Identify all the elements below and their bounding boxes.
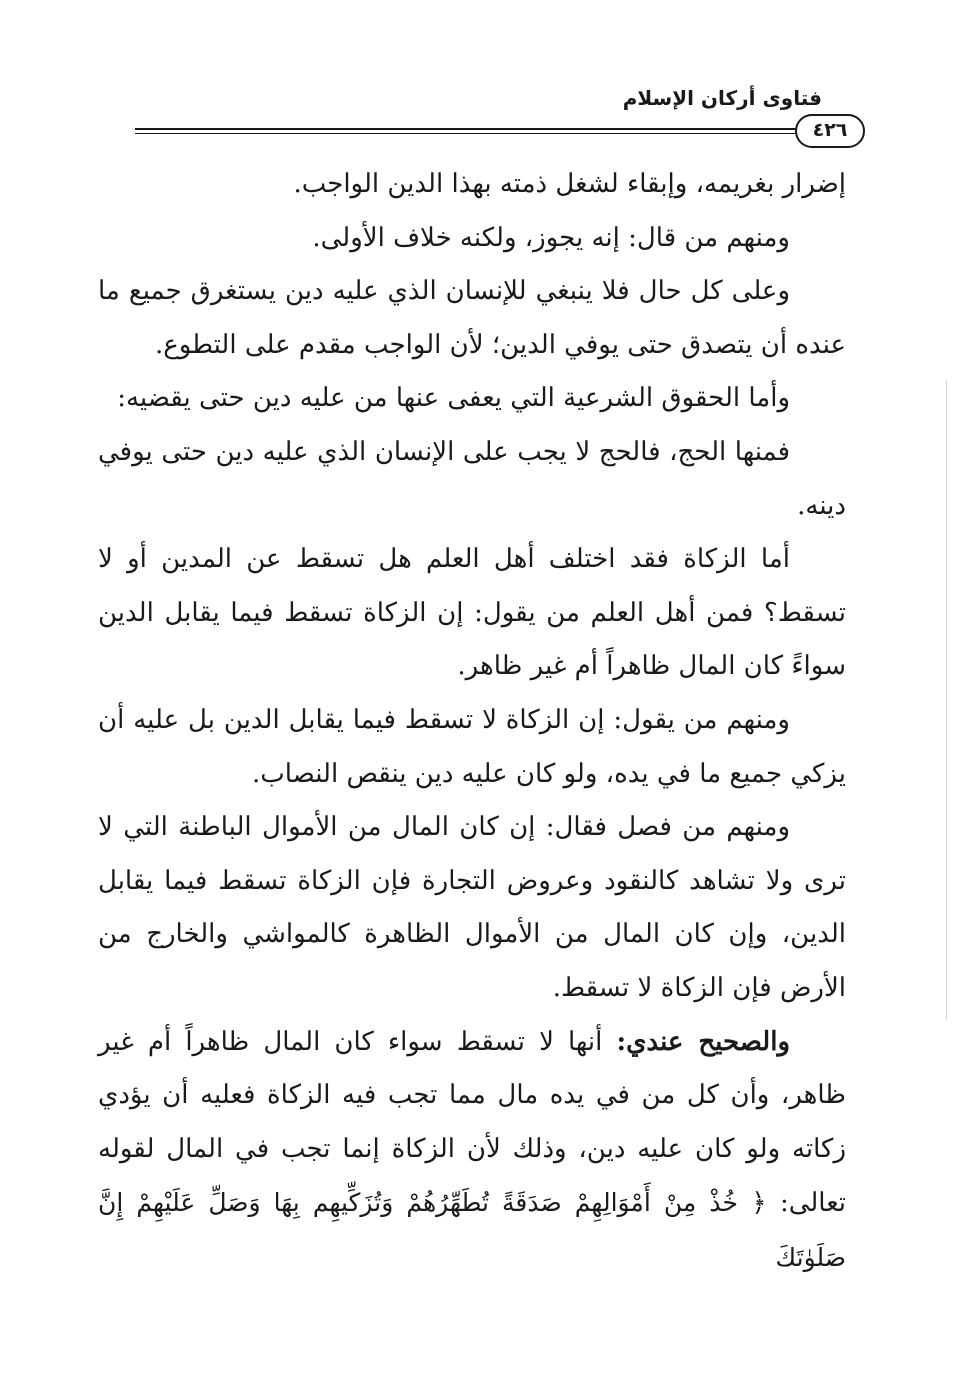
bold-lead-phrase: والصحيح عندي:	[616, 1026, 790, 1057]
header-rule	[135, 128, 797, 130]
paragraph-text: أنها لا تسقط سواء كان المال ظاهراً أم غير ظاهر، وأن كل من في يده مال مما تجب فيه الزكاة فعليه أن يؤدي زكاته ولو كان عليه دين، وذلك لأن الزكاة إنما تجب في المال لقوله تعالى:	[98, 1026, 847, 1219]
paragraph: وعلى كل حال فلا ينبغي للإنسان الذي عليه دين يستغرق جميع ما عنده أن يتصدق حتى يوفي الدين؛ لأن الواجب مقدم على التطوع.	[98, 276, 846, 360]
body-text	[98, 158, 846, 1285]
paragraph: ومنهم من يقول: إن الزكاة لا تسقط فيما يقابل الدين بل عليه أن يزكي جميع ما في يده، ولو كان عليه دين ينقص النصاب.	[98, 704, 846, 789]
paragraph: فمنها الحج، فالحج لا يجب على الإنسان الذي عليه دين حتى يوفي دينه.	[98, 436, 846, 521]
paragraph: ومنهم من فصل فقال: إن كان المال من الأموال الباطنة التي لا ترى ولا تشاهد كالنقود وعروض التجارة فإن الزكاة تسقط فيما يقابل الدين، وإن كان المال من الأموال الظاهرة كالمواشي والخارج من الأرض فإن الزكاة لا تسقط.	[98, 812, 846, 1003]
paragraph: ومنهم من قال: إنه يجوز، ولكنه خلاف الأولى.	[312, 222, 790, 253]
paragraph: وأما الحقوق الشرعية التي يعفى عنها من عليه دين حتى يقضيه:	[117, 383, 790, 414]
scan-margin-line	[946, 380, 947, 1020]
page-number: ٤٢٦	[795, 114, 865, 148]
paragraph: أما الزكاة فقد اختلف أهل العلم هل تسقط عن المدين أو لا تسقط؟ فمن أهل العلم من يقول: إن الزكاة تسقط فيما يقابل الدين سواءً كان المال ظاهراً أم غير ظاهر.	[98, 544, 846, 682]
quran-verse: خُذْ مِنْ أَمْوَالِهِمْ صَدَقَةً تُطَهِّرُهُمْ وَتُزَكِّيهِم بِهَا وَصَلِّ عَلَيْهِمْ إِنَّ صَلَوٰتَكَ	[98, 1188, 846, 1272]
paragraph-conclusion	[98, 1016, 846, 1286]
header-rule-thin	[135, 133, 797, 134]
quran-open-bracket: ﴿	[751, 1188, 767, 1219]
paragraph: إضرار بغريمه، وإبقاء لشغل ذمته بهذا الدين الواجب.	[293, 169, 846, 199]
running-title: فتاوى أركان الإسلام	[622, 86, 822, 110]
